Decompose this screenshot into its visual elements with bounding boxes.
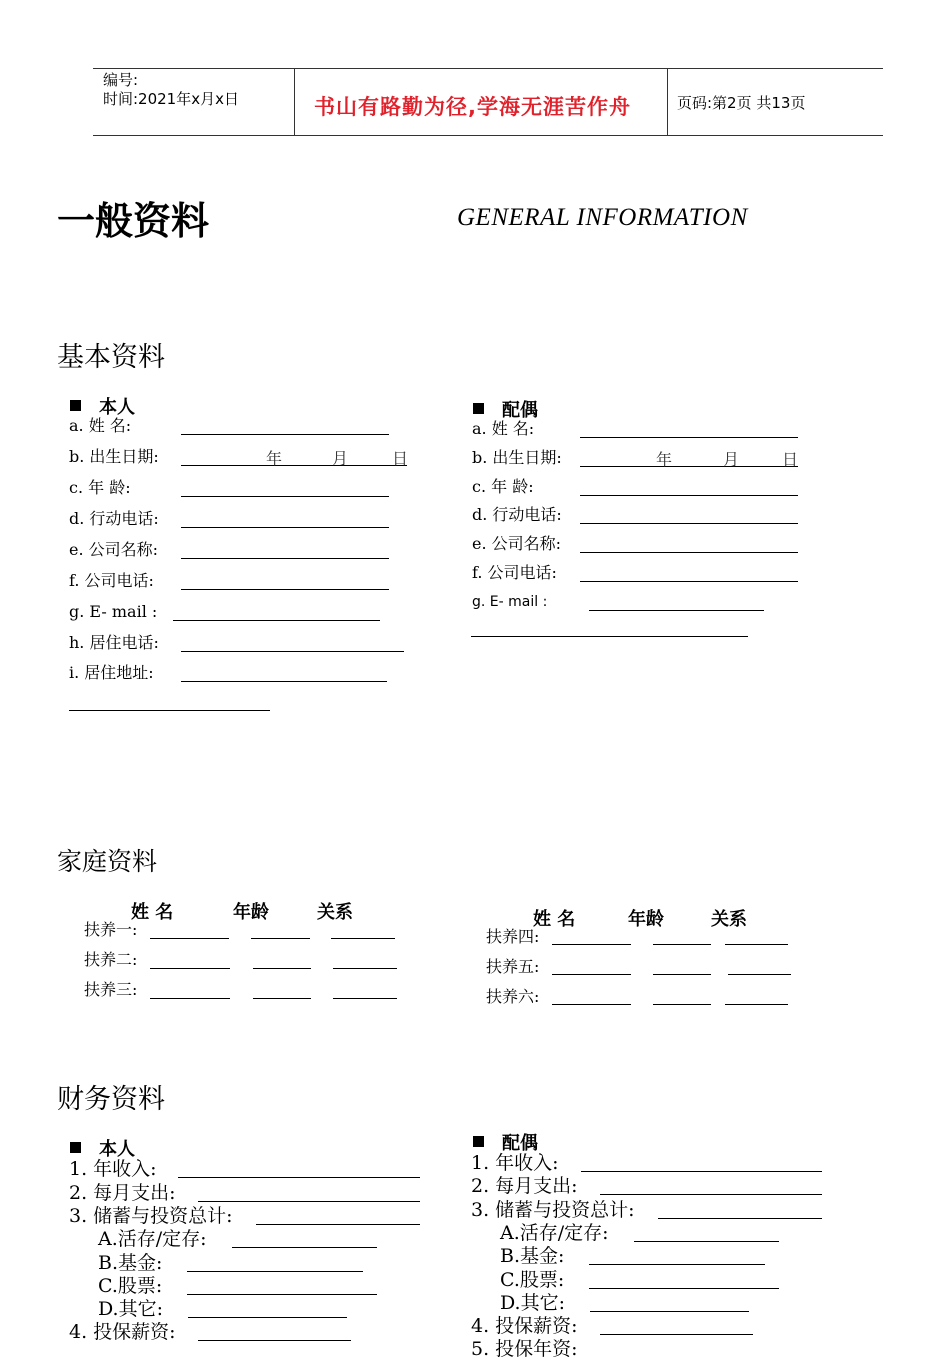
input-underline <box>181 496 389 497</box>
dependent-label: 扶养六: <box>486 987 540 1006</box>
fin-label: 3. 储蓄与投资总计: <box>69 1205 233 1227</box>
header-divider-1 <box>294 68 295 136</box>
input-underline <box>580 495 798 496</box>
finance-self-heading-label: 本人 <box>99 1139 135 1160</box>
dependent-2-relation-line[interactable] <box>333 968 397 969</box>
fin-label: A.活存/定存: <box>98 1228 207 1250</box>
spouse-email-continuation-line[interactable] <box>471 636 748 637</box>
doc-number-label: 编号: <box>103 71 139 89</box>
family-col-name-right: 姓 名 <box>533 909 576 930</box>
fin-self-monthly-expense[interactable] <box>69 1181 176 1205</box>
dependent-6-age-line[interactable] <box>653 1004 711 1005</box>
dependent-1-age-line[interactable] <box>251 938 310 939</box>
fin-self-deposits-line[interactable] <box>232 1247 377 1248</box>
self-field-mobile[interactable] <box>69 508 159 530</box>
fin-label: 2. 每月支出: <box>471 1175 578 1197</box>
bullet-square-icon <box>473 403 484 414</box>
fin-self-savings-total[interactable] <box>69 1204 233 1228</box>
fin-self-other[interactable] <box>98 1297 163 1321</box>
fin-label: C.股票: <box>500 1269 565 1291</box>
spouse-birth-month-mark: 月 <box>723 450 740 469</box>
fin-self-monthly-expense-line[interactable] <box>198 1201 420 1202</box>
fin-spouse-savings-total[interactable] <box>471 1198 635 1222</box>
input-underline <box>181 434 389 435</box>
page-title: 一般资料 <box>57 199 210 243</box>
dependent-label: 扶养五: <box>486 957 540 976</box>
dependent-1-name-line[interactable] <box>150 938 229 939</box>
field-label: f. 公司电话: <box>69 571 154 590</box>
dependent-2-name-line[interactable] <box>150 968 230 969</box>
header-bottom-rule <box>93 135 883 136</box>
field-label: c. 年 龄: <box>472 477 534 496</box>
fin-label: A.活存/定存: <box>500 1222 609 1244</box>
fin-label: 4. 投保薪资: <box>471 1315 578 1337</box>
dependent-row-2[interactable] <box>84 949 137 971</box>
fin-spouse-insured-salary[interactable] <box>471 1314 578 1338</box>
field-label: g. E- mail : <box>69 602 158 621</box>
fin-spouse-annual-income[interactable] <box>471 1151 559 1175</box>
header-motto: 书山有路勤为径,学海无涯苦作舟 <box>314 95 631 119</box>
self-field-email[interactable] <box>69 601 157 623</box>
fin-self-insured-salary[interactable] <box>69 1320 176 1344</box>
family-section-title: 家庭资料 <box>57 847 158 876</box>
field-label: a. 姓 名: <box>69 416 132 435</box>
field-label: f. 公司电话: <box>472 563 557 582</box>
fin-label: 3. 储蓄与投资总计: <box>471 1199 635 1221</box>
family-col-relation: 关系 <box>317 902 353 923</box>
field-label: b. 出生日期: <box>472 448 562 467</box>
dependent-row-5[interactable] <box>486 956 539 978</box>
fin-self-stocks-line[interactable] <box>187 1294 377 1295</box>
fin-label: 4. 投保薪资: <box>69 1321 176 1343</box>
header-divider-2 <box>667 68 668 136</box>
bullet-square-icon <box>473 1136 484 1147</box>
bullet-square-icon <box>70 400 81 411</box>
input-underline <box>181 589 389 590</box>
self-birth-day-mark: 日 <box>392 449 409 468</box>
dependent-6-name-line[interactable] <box>552 1004 631 1005</box>
self-birth-year-mark: 年 <box>266 449 283 468</box>
spouse-field-company-phone[interactable] <box>472 562 557 584</box>
fin-spouse-insured-years[interactable] <box>471 1337 578 1361</box>
fin-label: C.股票: <box>98 1275 163 1297</box>
basic-section-title: 基本资料 <box>57 342 165 373</box>
fin-spouse-other[interactable] <box>500 1291 565 1315</box>
spouse-field-company[interactable] <box>472 533 561 555</box>
fin-spouse-other-line[interactable] <box>590 1311 749 1312</box>
fin-spouse-insured-salary-line[interactable] <box>600 1334 753 1335</box>
dependent-label: 扶养二: <box>84 950 138 969</box>
dependent-label: 扶养四: <box>486 927 540 946</box>
dependent-row-3[interactable] <box>84 979 137 1001</box>
fin-self-other-line[interactable] <box>188 1317 347 1318</box>
self-field-company[interactable] <box>69 539 158 561</box>
input-underline <box>580 581 798 582</box>
family-col-relation-right: 关系 <box>711 909 747 930</box>
spouse-field-birthdate[interactable] <box>472 447 562 469</box>
input-underline <box>181 465 407 466</box>
bullet-square-icon <box>70 1142 81 1153</box>
fin-label: 2. 每月支出: <box>69 1182 176 1204</box>
field-label: g. E- mail : <box>472 594 548 610</box>
doc-date-label: 时间:2021年x月x日 <box>103 90 239 108</box>
fin-label: B.基金: <box>500 1245 565 1267</box>
fin-spouse-funds-line[interactable] <box>589 1264 765 1265</box>
self-field-address[interactable] <box>69 662 154 684</box>
fin-spouse-deposits[interactable] <box>500 1221 609 1245</box>
dependent-4-age-line[interactable] <box>653 944 711 945</box>
fin-spouse-deposits-line[interactable] <box>634 1241 779 1242</box>
fin-spouse-monthly-expense[interactable] <box>471 1174 578 1198</box>
fin-self-annual-income-line[interactable] <box>178 1177 420 1178</box>
spouse-field-name[interactable] <box>472 418 534 440</box>
fin-self-funds-line[interactable] <box>187 1271 363 1272</box>
fin-spouse-annual-income-line[interactable] <box>581 1171 822 1172</box>
input-underline <box>580 523 798 524</box>
self-field-home-phone[interactable] <box>69 632 159 654</box>
fin-self-funds[interactable] <box>98 1251 162 1275</box>
fin-self-insured-salary-line[interactable] <box>198 1340 351 1341</box>
dependent-row-4[interactable] <box>486 926 539 948</box>
fin-label: D.其它: <box>500 1292 565 1314</box>
input-underline <box>181 527 389 528</box>
header-top-rule <box>93 68 883 69</box>
dependent-2-age-line[interactable] <box>253 968 311 969</box>
spouse-field-mobile[interactable] <box>472 504 562 526</box>
fin-spouse-monthly-expense-line[interactable] <box>600 1194 822 1195</box>
fin-spouse-savings-total-line[interactable] <box>658 1218 822 1219</box>
input-underline <box>580 437 798 438</box>
spouse-field-age[interactable] <box>472 476 534 498</box>
dependent-6-relation-line[interactable] <box>725 1004 788 1005</box>
self-field-name[interactable] <box>69 415 131 437</box>
family-col-age-right: 年龄 <box>628 909 664 930</box>
dependent-4-relation-line[interactable] <box>725 944 788 945</box>
fin-label: 1. 年收入: <box>471 1152 559 1174</box>
field-label: c. 年 龄: <box>69 478 131 497</box>
field-label: i. 居住地址: <box>69 663 154 682</box>
dependent-row-6[interactable] <box>486 986 539 1008</box>
dependent-3-relation-line[interactable] <box>333 998 397 999</box>
field-label: d. 行动电话: <box>69 509 159 528</box>
fin-self-annual-income[interactable] <box>69 1157 157 1181</box>
field-label: b. 出生日期: <box>69 447 159 466</box>
dependent-row-1[interactable] <box>84 919 137 941</box>
dependent-5-name-line[interactable] <box>552 974 631 975</box>
fin-self-stocks[interactable] <box>98 1274 162 1298</box>
family-col-age: 年龄 <box>233 902 269 923</box>
input-underline <box>181 558 389 559</box>
spouse-birth-day-mark: 日 <box>782 450 799 469</box>
fin-self-savings-total-line[interactable] <box>256 1224 420 1225</box>
page-title-en: GENERAL INFORMATION <box>457 204 748 231</box>
fin-spouse-funds[interactable] <box>500 1244 564 1268</box>
field-label: e. 公司名称: <box>69 540 159 559</box>
dependent-1-relation-line[interactable] <box>331 938 395 939</box>
finance-spouse-heading-label: 配偶 <box>502 1133 538 1154</box>
fin-label: 5. 投保年资: <box>471 1338 578 1360</box>
self-address-continuation-line[interactable] <box>69 710 270 711</box>
input-underline <box>181 681 387 682</box>
field-label: e. 公司名称: <box>472 534 562 553</box>
input-underline <box>181 651 404 652</box>
dependent-3-name-line[interactable] <box>150 998 230 999</box>
dependent-label: 扶养三: <box>84 980 138 999</box>
spouse-field-email[interactable] <box>472 591 547 613</box>
field-label: h. 居住电话: <box>69 633 159 652</box>
self-field-birthdate[interactable] <box>69 446 159 468</box>
input-underline <box>589 610 764 611</box>
input-underline <box>173 620 380 621</box>
field-label: a. 姓 名: <box>472 419 535 438</box>
self-field-company-phone[interactable] <box>69 570 154 592</box>
page-info: 页码:第2页 共13页 <box>677 94 806 112</box>
input-underline <box>580 552 798 553</box>
fin-label: 1. 年收入: <box>69 1158 157 1180</box>
self-birth-month-mark: 月 <box>332 449 349 468</box>
fin-self-deposits[interactable] <box>98 1227 207 1251</box>
fin-label: B.基金: <box>98 1252 163 1274</box>
dependent-label: 扶养一: <box>84 920 138 939</box>
self-heading-label: 本人 <box>99 397 135 418</box>
fin-label: D.其它: <box>98 1298 163 1320</box>
finance-section-title: 财务资料 <box>57 1084 165 1115</box>
dependent-4-name-line[interactable] <box>552 944 631 945</box>
fin-spouse-stocks[interactable] <box>500 1268 564 1292</box>
input-underline <box>580 466 798 467</box>
fin-spouse-stocks-line[interactable] <box>589 1288 779 1289</box>
dependent-5-relation-line[interactable] <box>728 974 791 975</box>
self-field-age[interactable] <box>69 477 131 499</box>
dependent-3-age-line[interactable] <box>253 998 311 999</box>
dependent-5-age-line[interactable] <box>653 974 711 975</box>
spouse-heading-label: 配偶 <box>502 400 538 421</box>
spouse-birth-year-mark: 年 <box>656 450 673 469</box>
field-label: d. 行动电话: <box>472 505 562 524</box>
family-col-name: 姓 名 <box>131 902 174 923</box>
